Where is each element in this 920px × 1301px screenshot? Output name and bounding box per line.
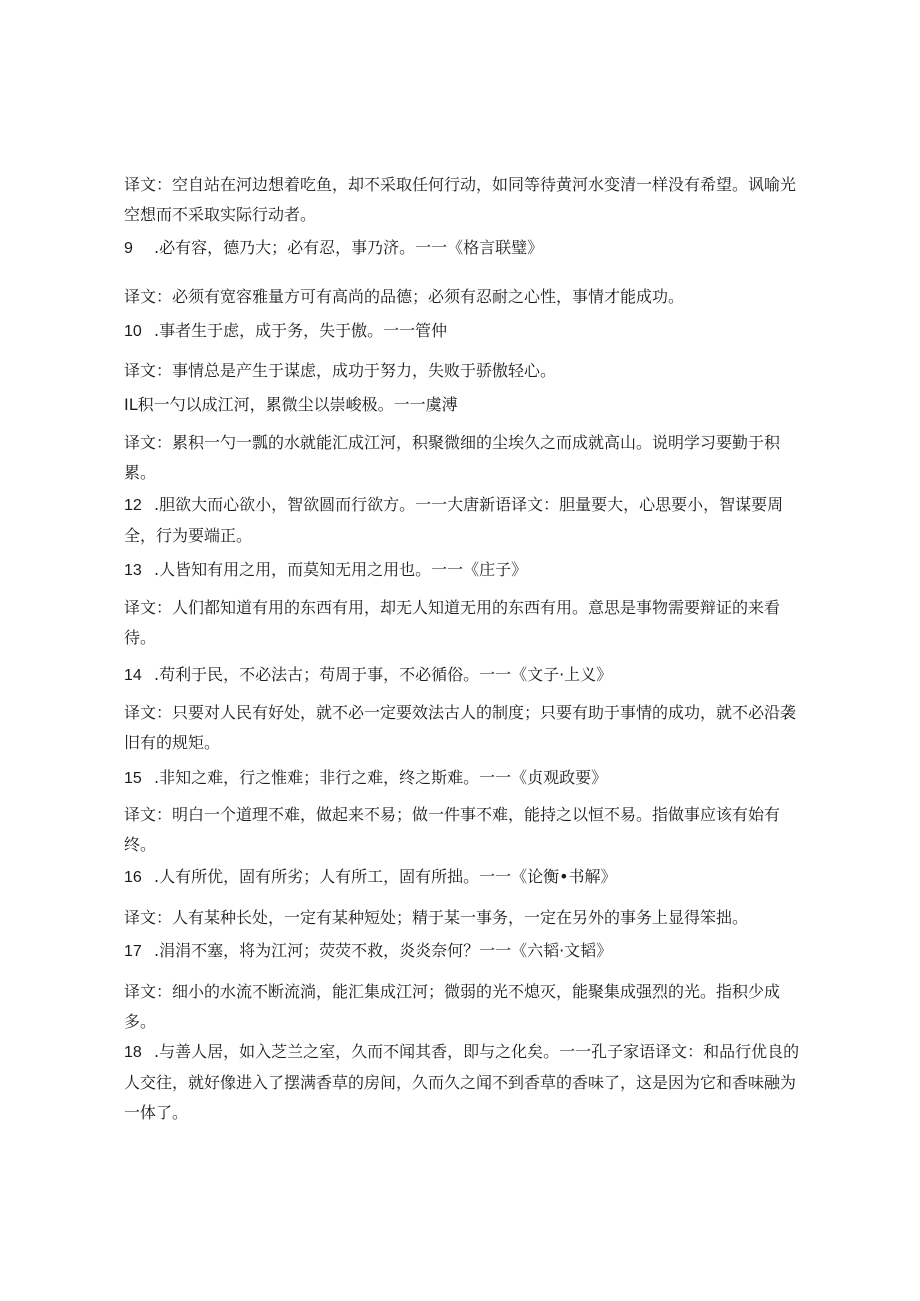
item-number: 17 (124, 943, 142, 960)
paragraph-translation: 译文：人们都知道有用的东西有用，却无人知道无用的东西有用。意思是事物需要辩证的来看待。 (124, 598, 781, 647)
quote-item-11: IL积一勺以成江河，累微尘以崇峻极。一一虞溥 (124, 395, 458, 414)
quote-item-9: 9 .必有容，德乃大；必有忍，事乃济。一一《格言联璧》 (124, 233, 808, 264)
quote-item-17: 17 .涓涓不塞，将为江河；荧荧不救，炎炎奈何？一一《六韬·文韬》 (124, 936, 808, 967)
quote-item-10: 10 .事者生于虑，成于务，失于傲。一一管仲 (124, 316, 808, 347)
paragraph-translation: 译文：必须有宽容雅量方可有高尚的品德；必须有忍耐之心性，事情才能成功。 (124, 287, 685, 306)
paragraph-translation: 译文：人有某种长处，一定有某种短处；精于某一事务，一定在另外的事务上显得笨拙。 (124, 908, 749, 927)
quote-item-15: 15 .非知之难，行之惟难；非行之难，终之斯难。一一《贞观政要》 (124, 763, 808, 794)
item-number: 16 (124, 869, 142, 886)
item-number: 10 (124, 323, 142, 340)
paragraph-translation: 译文：事情总是产生于谋虑，成功于努力，失败于骄傲轻心。 (124, 361, 557, 380)
item-number: 9 (124, 240, 133, 257)
paragraph-translation: 译文：明白一个道理不难，做起来不易；做一件事不难，能持之以恒不易。指做事应该有始有终。 (124, 805, 781, 854)
quote-item-18: 18 .与善人居，如入芝兰之室，久而不闻其香，即与之化矣。一一孔子家语译文：和品行优良的人交往，就好像进入了摆满香草的房间，久而久之闻不到香草的香味了，这是因为它和香味融为一体了。 (124, 1037, 808, 1128)
item-number: 15 (124, 770, 142, 787)
item-number: 13 (124, 562, 142, 579)
paragraph-translation: 译文：累积一勺一瓢的水就能汇成江河，积聚微细的尘埃久之而成就高山。说明学习要勤于积累。 (124, 433, 781, 482)
item-number: 18 (124, 1044, 142, 1061)
paragraph-translation: 译文：只要对人民有好处，就不必一定要效法古人的制度；只要有助于事情的成功，就不必沿袭旧有的规矩。 (124, 703, 797, 752)
item-number: 14 (124, 667, 142, 684)
quote-item-12: 12 .胆欲大而心欲小，智欲圆而行欲方。一一大唐新语译文：胆量要大，心思要小，智谋要周全，行为要端正。 (124, 490, 808, 551)
paragraph-translation: 译文：细小的水流不断流淌，能汇集成江河；微弱的光不熄灭，能聚集成强烈的光。指积少成多。 (124, 982, 781, 1031)
quote-item-13: 13 .人皆知有用之用，而莫知无用之用也。一一《庄子》 (124, 555, 808, 586)
quote-item-16: 16 .人有所优，固有所劣；人有所工，固有所拙。一一《论衡•书解》 (124, 862, 808, 893)
paragraph-translation: 译文：空自站在河边想着吃鱼，却不采取任何行动，如同等待黄河水变清一样没有希望。讽喻光空想而不采取实际行动者。 (124, 175, 797, 224)
item-number: 12 (124, 497, 142, 514)
quote-item-14: 14 .苟利于民，不必法古；苟周于事，不必循俗。一一《文子·上义》 (124, 660, 808, 691)
